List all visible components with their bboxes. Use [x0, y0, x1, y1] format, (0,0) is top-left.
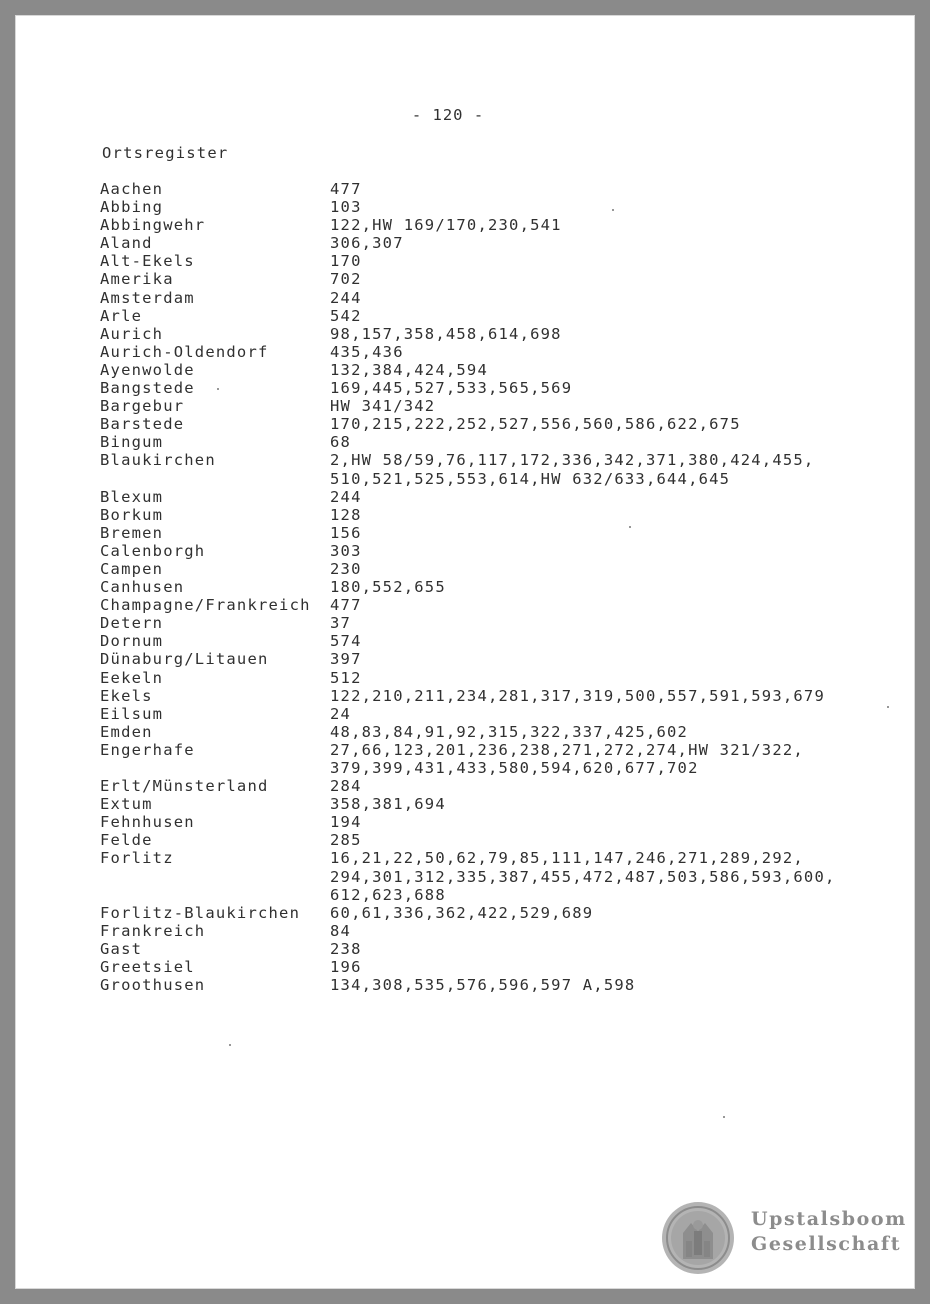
place-name: Aurich-Oldendorf [100, 342, 269, 361]
place-register [100, 180, 880, 994]
register-entry [100, 252, 880, 270]
page-references: 284 [330, 777, 362, 796]
page-references: 574 [330, 632, 362, 651]
register-entry [100, 650, 880, 668]
wordmark-line-1: Upstalsboom [751, 1208, 907, 1230]
place-name: Dornum [100, 632, 164, 651]
register-entry [100, 325, 880, 343]
place-name: Emden [100, 722, 153, 741]
register-entry [100, 976, 880, 994]
place-name: Dünaburg/Litauen [100, 650, 269, 669]
page-references: 122,210,211,234,281,317,319,500,557,591,593,679 [330, 686, 825, 705]
register-entry [100, 198, 880, 216]
register-entry [100, 270, 880, 288]
page-references: 128 [330, 505, 362, 524]
place-name: Bangstede [100, 379, 195, 398]
document-page [15, 15, 915, 1289]
place-name: Aurich [100, 324, 164, 343]
page-references: 435,436 [330, 342, 404, 361]
register-entry [100, 289, 880, 307]
page-references: 37 [330, 614, 352, 633]
place-name: Amsterdam [100, 288, 195, 307]
place-name: Ayenwolde [100, 360, 195, 379]
register-entry [100, 849, 880, 903]
place-name: Groothusen [100, 976, 206, 995]
register-entry [100, 578, 880, 596]
page-references: 60,61,336,362,422,529,689 [330, 903, 594, 922]
place-name: Fehnhusen [100, 813, 195, 832]
register-entry [100, 741, 880, 777]
place-name: Erlt/Münsterland [100, 777, 269, 796]
register-entry [100, 415, 880, 433]
register-entry [100, 632, 880, 650]
page-references: 512 [330, 668, 362, 687]
register-entry [100, 307, 880, 325]
page-references: 122,HW 169/170,230,541 [330, 216, 562, 235]
register-entry [100, 542, 880, 560]
place-name: Frankreich [100, 921, 206, 940]
register-entry [100, 451, 880, 487]
register-entry [100, 614, 880, 632]
page-references: 134,308,535,576,596,597 A,598 [330, 976, 636, 995]
place-name: Champagne/Frankreich [100, 596, 311, 615]
page-references: 238 [330, 939, 362, 958]
register-entry [100, 560, 880, 578]
register-entry [100, 723, 880, 741]
place-name: Blaukirchen [100, 451, 216, 470]
page-references: 27,66,123,201,236,238,271,272,274,HW 321/322, 379,399,431,433,580,594,620,677,702 [330, 740, 804, 777]
page-references: 68 [330, 433, 352, 452]
place-name: Alt-Ekels [100, 252, 195, 271]
place-name: Campen [100, 559, 164, 578]
scan-speck [612, 209, 614, 211]
place-name: Abbing [100, 198, 164, 217]
place-name: Extum [100, 795, 153, 814]
page-references: 2,HW 58/59,76,117,172,336,342,371,380,424,455, 510,521,525,553,614,HW 632/633,644,645 [330, 451, 815, 488]
place-name: Calenborgh [100, 541, 206, 560]
society-wordmark [751, 1207, 907, 1257]
page-references: 194 [330, 813, 362, 832]
page-references: 156 [330, 523, 362, 542]
page-references: 132,384,424,594 [330, 360, 488, 379]
page-references: 180,552,655 [330, 578, 446, 597]
page-references: 84 [330, 921, 352, 940]
page-references: 48,83,84,91,92,315,322,337,425,602 [330, 722, 689, 741]
place-name: Eilsum [100, 704, 164, 723]
place-name: Borkum [100, 505, 164, 524]
page-references: 244 [330, 288, 362, 307]
place-name: Forlitz-Blaukirchen [100, 903, 301, 922]
page-references: 303 [330, 541, 362, 560]
scan-speck [217, 388, 219, 390]
register-entry [100, 958, 880, 976]
page-references: 306,307 [330, 234, 404, 253]
register-entry [100, 687, 880, 705]
register-entry [100, 795, 880, 813]
register-entry [100, 831, 880, 849]
page-references: HW 341/342 [330, 397, 436, 416]
place-name: Engerhafe [100, 740, 195, 759]
place-name: Canhusen [100, 578, 185, 597]
register-entry [100, 813, 880, 831]
page-references: 98,157,358,458,614,698 [330, 324, 562, 343]
place-name: Abbingwehr [100, 216, 206, 235]
register-entry [100, 397, 880, 415]
register-entry [100, 777, 880, 795]
wordmark-line-2: Gesellschaft [751, 1233, 902, 1255]
place-name: Aachen [100, 180, 164, 198]
place-name: Gast [100, 939, 143, 958]
register-entry [100, 343, 880, 361]
page-number: - 120 - [411, 106, 485, 124]
register-entry [100, 488, 880, 506]
page-references: 542 [330, 306, 362, 325]
page-references: 477 [330, 596, 362, 615]
register-entry [100, 524, 880, 542]
register-entry [100, 904, 880, 922]
place-name: Amerika [100, 270, 174, 289]
page-references: 477 [330, 180, 362, 198]
place-name: Greetsiel [100, 958, 195, 977]
page-references: 230 [330, 559, 362, 578]
page-references: 285 [330, 831, 362, 850]
place-name: Felde [100, 831, 153, 850]
register-entry [100, 705, 880, 723]
place-name: Barstede [100, 415, 185, 434]
society-seal-icon [661, 1201, 735, 1275]
place-name: Aland [100, 234, 153, 253]
register-entry [100, 433, 880, 451]
scan-speck [887, 706, 889, 708]
register-entry [100, 940, 880, 958]
society-watermark [661, 1201, 911, 1281]
page-references: 358,381,694 [330, 795, 446, 814]
page-references: 702 [330, 270, 362, 289]
page-references: 244 [330, 487, 362, 506]
page-references: 170,215,222,252,527,556,560,586,622,675 [330, 415, 741, 434]
register-entry [100, 234, 880, 252]
page-references: 16,21,22,50,62,79,85,111,147,246,271,289,292, 294,301,312,335,387,455,472,487,503,586,593,600, 612,623,688 [330, 849, 836, 904]
register-entry [100, 180, 880, 198]
page-references: 169,445,527,533,565,569 [330, 379, 573, 398]
place-name: Eekeln [100, 668, 164, 687]
page-references: 397 [330, 650, 362, 669]
page-references: 196 [330, 958, 362, 977]
register-entry [100, 506, 880, 524]
place-name: Bargebur [100, 397, 185, 416]
place-name: Bingum [100, 433, 164, 452]
scan-speck [229, 1044, 231, 1046]
scan-speck [723, 1116, 725, 1118]
page-title: Ortsregister [102, 144, 229, 162]
scan-speck [629, 526, 631, 528]
register-entry [100, 216, 880, 234]
place-name: Arle [100, 306, 143, 325]
register-entry [100, 922, 880, 940]
place-name: Forlitz [100, 849, 174, 868]
register-entry [100, 361, 880, 379]
page-references: 170 [330, 252, 362, 271]
page-references: 24 [330, 704, 352, 723]
place-name: Detern [100, 614, 164, 633]
page-references: 103 [330, 198, 362, 217]
place-name: Bremen [100, 523, 164, 542]
register-entry [100, 596, 880, 614]
register-entry [100, 669, 880, 687]
place-name: Ekels [100, 686, 153, 705]
place-name: Blexum [100, 487, 164, 506]
